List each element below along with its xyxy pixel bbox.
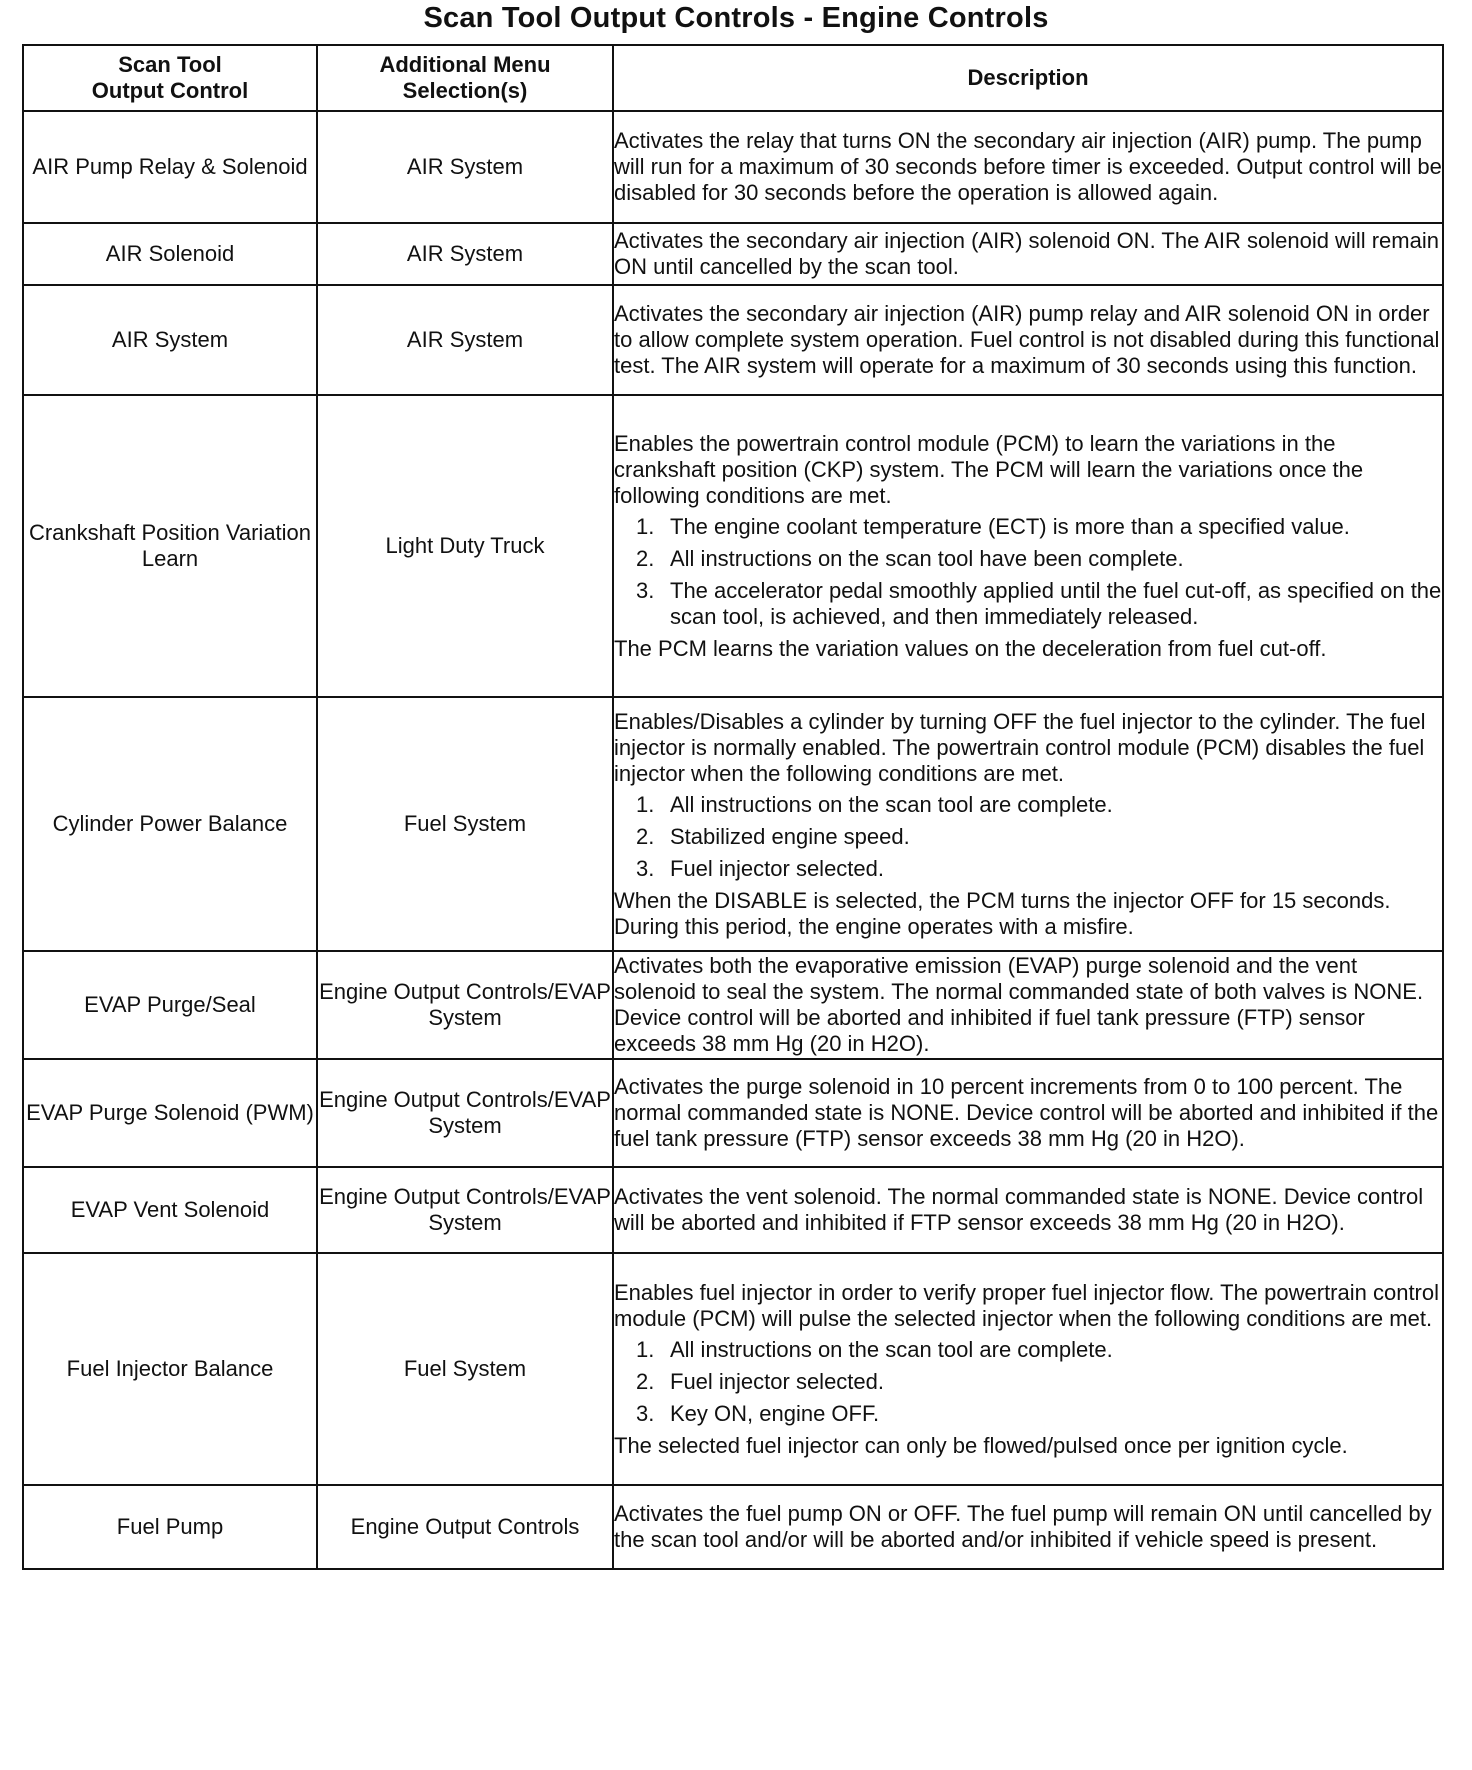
menu-selection-cell: Engine Output Controls/EVAP System — [317, 1059, 613, 1167]
description-cell — [613, 395, 1443, 697]
condition-number: 2. — [636, 823, 655, 849]
description-text: Activates the secondary air injection (AIR) pump relay and AIR solenoid ON in order to allow complete system operation. Fuel control is not disabled during this functional test. The AIR system will operate for a maximum of 30 seconds using this function. — [614, 301, 1440, 378]
description-cell — [613, 1253, 1443, 1485]
menu-selection-cell: AIR System — [317, 285, 613, 395]
menu-selection-cell: AIR System — [317, 111, 613, 223]
condition-item — [614, 1337, 1442, 1363]
condition-list — [614, 1337, 1442, 1427]
menu-selection-cell: Engine Output Controls — [317, 1485, 613, 1569]
output-control-cell: Crankshaft Position Variation Learn — [23, 395, 317, 697]
description-text: Activates the vent solenoid. The normal commanded state is NONE. Device control will be aborted and inhibited if FTP sensor exceeds 38 mm Hg (20 in H2O). — [614, 1184, 1424, 1235]
output-control-cell: Cylinder Power Balance — [23, 697, 317, 951]
condition-text: All instructions on the scan tool are complete. — [670, 791, 1113, 817]
condition-number: 3. — [636, 1400, 655, 1426]
condition-text: The accelerator pedal smoothly applied until the fuel cut-off, as specified on the scan tool, is achieved, and then immediately released. — [670, 577, 1442, 629]
menu-selection-cell: AIR System — [317, 223, 613, 285]
table-row — [23, 697, 1443, 951]
description-text: Activates the fuel pump ON or OFF. The fuel pump will remain ON until cancelled by the scan tool and/or will be aborted and/or inhibited if vehicle speed is present. — [614, 1501, 1432, 1552]
condition-number: 1. — [636, 791, 655, 817]
output-control-cell: Fuel Injector Balance — [23, 1253, 317, 1485]
description-text: Activates the secondary air injection (AIR) solenoid ON. The AIR solenoid will remain ON until cancelled by the scan tool. — [614, 228, 1439, 279]
condition-item — [614, 792, 1442, 818]
description-text: Enables fuel injector in order to verify proper fuel injector flow. The powertrain control module (PCM) will pulse the selected injector when the following conditions are met. — [614, 1279, 1440, 1331]
description-text: Activates both the evaporative emission (EVAP) purge solenoid and the vent solenoid to seal the system. The normal commanded state of both valves is NONE. Device control will be aborted and inhibited if fuel tank pressure (FTP) sensor exceeds 38 mm Hg (20 in H2O). — [614, 953, 1424, 1056]
header-line: Selection(s) — [402, 78, 528, 103]
header-description: Description — [613, 45, 1443, 111]
description-text: Activates the purge solenoid in 10 percent increments from 0 to 100 percent. The normal commanded state is NONE. Device control will be aborted and inhibited if the fuel tank pressure (FTP) sensor exceeds 38 mm Hg (20 in H2O). — [614, 1074, 1439, 1151]
output-control-cell: AIR Solenoid — [23, 223, 317, 285]
condition-number: 2. — [636, 1368, 655, 1394]
condition-item — [614, 1369, 1442, 1395]
condition-number: 2. — [636, 545, 655, 571]
description-cell — [613, 1059, 1443, 1167]
menu-selection-cell: Engine Output Controls/EVAP System — [317, 1167, 613, 1253]
condition-item — [614, 546, 1442, 572]
menu-selection-cell: Fuel System — [317, 1253, 613, 1485]
description-cell — [613, 223, 1443, 285]
header-additional-menu-selections — [317, 45, 613, 111]
condition-number: 1. — [636, 513, 655, 539]
table-row — [23, 285, 1443, 395]
header-scan-tool-output-control — [23, 45, 317, 111]
condition-text: All instructions on the scan tool are complete. — [670, 1336, 1113, 1362]
description-cell — [613, 951, 1443, 1059]
output-control-cell: AIR System — [23, 285, 317, 395]
description-cell — [613, 111, 1443, 223]
condition-number: 3. — [636, 577, 655, 603]
table-row — [23, 1167, 1443, 1253]
condition-item — [614, 514, 1442, 540]
condition-text: Fuel injector selected. — [670, 1368, 884, 1394]
output-control-cell: EVAP Purge Solenoid (PWM) — [23, 1059, 317, 1167]
description-cell — [613, 1167, 1443, 1253]
condition-list — [614, 792, 1442, 882]
table-row — [23, 395, 1443, 697]
table-row — [23, 951, 1443, 1059]
table-header-row — [23, 45, 1443, 111]
menu-selection-cell: Fuel System — [317, 697, 613, 951]
description-text: Activates the relay that turns ON the secondary air injection (AIR) pump. The pump will run for a maximum of 30 seconds before timer is exceeded. Output control will be disabled for 30 seconds before the operation is allowed again. — [614, 128, 1442, 205]
table-body — [23, 111, 1443, 1569]
table-row — [23, 223, 1443, 285]
description-cell — [613, 1485, 1443, 1569]
condition-text: Key ON, engine OFF. — [670, 1400, 880, 1426]
header-line: Output Control — [91, 78, 249, 103]
condition-item — [614, 578, 1442, 630]
condition-item — [614, 856, 1442, 882]
output-control-cell: EVAP Vent Solenoid — [23, 1167, 317, 1253]
condition-item — [614, 824, 1442, 850]
condition-text: The engine coolant temperature (ECT) is more than a specified value. — [670, 513, 1350, 539]
table-row — [23, 1253, 1443, 1485]
condition-text: Fuel injector selected. — [670, 855, 884, 881]
condition-text: Stabilized engine speed. — [670, 823, 910, 849]
menu-selection-cell: Engine Output Controls/EVAP System — [317, 951, 613, 1059]
table-row — [23, 111, 1443, 223]
condition-list — [614, 514, 1442, 630]
header-line: Scan Tool — [118, 52, 222, 77]
description-text: Enables the powertrain control module (PCM) to learn the variations in the crankshaft position (CKP) system. The PCM will learn the variations once the following conditions are met. — [614, 430, 1364, 508]
condition-number: 3. — [636, 855, 655, 881]
condition-item — [614, 1401, 1442, 1427]
description-text: Enables/Disables a cylinder by turning OFF the fuel injector to the cylinder. The fuel injector is normally enabled. The powertrain control module (PCM) disables the fuel injector when the following conditions are met. — [614, 708, 1426, 786]
output-controls-table — [22, 44, 1444, 1570]
condition-number: 1. — [636, 1336, 655, 1362]
document-title: Scan Tool Output Controls - Engine Controls — [423, 2, 1049, 34]
description-cell — [613, 697, 1443, 951]
output-control-cell: Fuel Pump — [23, 1485, 317, 1569]
table-row — [23, 1059, 1443, 1167]
condition-text: All instructions on the scan tool have been complete. — [670, 545, 1184, 571]
description-note: The selected fuel injector can only be flowed/pulsed once per ignition cycle. — [614, 1432, 1348, 1458]
menu-selection-cell: Light Duty Truck — [317, 395, 613, 697]
description-note: The PCM learns the variation values on the deceleration from fuel cut-off. — [614, 635, 1327, 661]
table-row — [23, 1485, 1443, 1569]
header-line: Additional Menu — [379, 52, 551, 77]
output-control-cell: AIR Pump Relay & Solenoid — [23, 111, 317, 223]
output-control-cell: EVAP Purge/Seal — [23, 951, 317, 1059]
description-cell — [613, 285, 1443, 395]
description-note: When the DISABLE is selected, the PCM turns the injector OFF for 15 seconds. During this period, the engine operates with a misfire. — [614, 887, 1391, 939]
